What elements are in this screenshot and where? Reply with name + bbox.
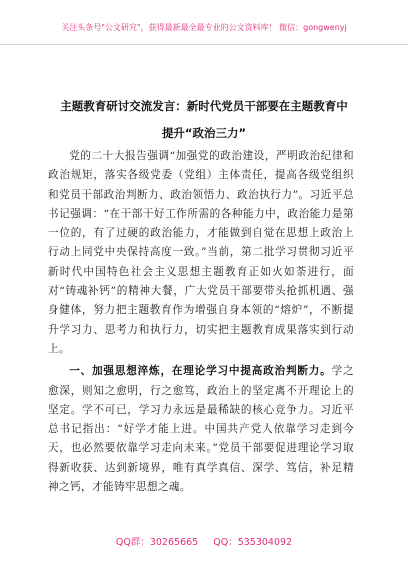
- contact-footer: [0, 534, 408, 548]
- document-title-line1: 主题教育研讨交流发言：新时代党员干部要在主题教育中: [60, 99, 348, 113]
- promo-header: 关注头条号"公文研究"，获得最新最全最专业的公文资料库！ 微信：gongwenyj: [61, 23, 347, 32]
- paragraph-intro: 党的二十大报告强调“加强党的政治建设，严明政治纪律和政治规矩，落实各级党委（党组）主体责任，提高各级党组织和党员干部政治判断力、政治领悟力、政治执行力”。习近平总书记强调：“在干部干好工作所需的各种能力中，政治能力是第一位的，有了过硬的政治能力，才能做到自觉在思想上政治上行动上同党中央保持高度一致。”当前，第二批学习贯彻习近平新时代中国特色社会主义思想主题教育正如火如荼进行，面对“铸魂补钙”的精神大餐，广大党员干部要带头抢抓机遇、强身健体，努力把主题教育作为增强自身本领的“熔炉”，不断提升学习力、思考力和执行力，切实把主题教育成果落实到行动上。: [48, 150, 354, 355]
- paragraph-section-1: [48, 362, 354, 497]
- section-1-text: 学之愈深，则知之愈明，行之愈笃，政治上的坚定离不开理论上的坚定。学不可已，学习力永远是最稀缺的核心竞争力。习近平总书记指出：“好学才能上进。中国共产党人依靠学习走到今天，也必然要依靠学习走向未来。”党员干部要促进理论学习取得新收获、达到新境界，唯有真学真信、深学、笃信，补足精神之钙，才能铸牢思想之魂。: [48, 365, 354, 494]
- qq-group-number: QQ群：30265665: [115, 537, 199, 548]
- header-divider: [0, 44, 408, 45]
- qq-number: QQ：535304092: [213, 537, 293, 548]
- section-1-heading: 一、加强思想淬炼，在理论学习中提高政治判断力。: [69, 365, 332, 378]
- document-title-line2: 提升“政治三力”: [161, 126, 247, 140]
- document-body: [48, 147, 354, 497]
